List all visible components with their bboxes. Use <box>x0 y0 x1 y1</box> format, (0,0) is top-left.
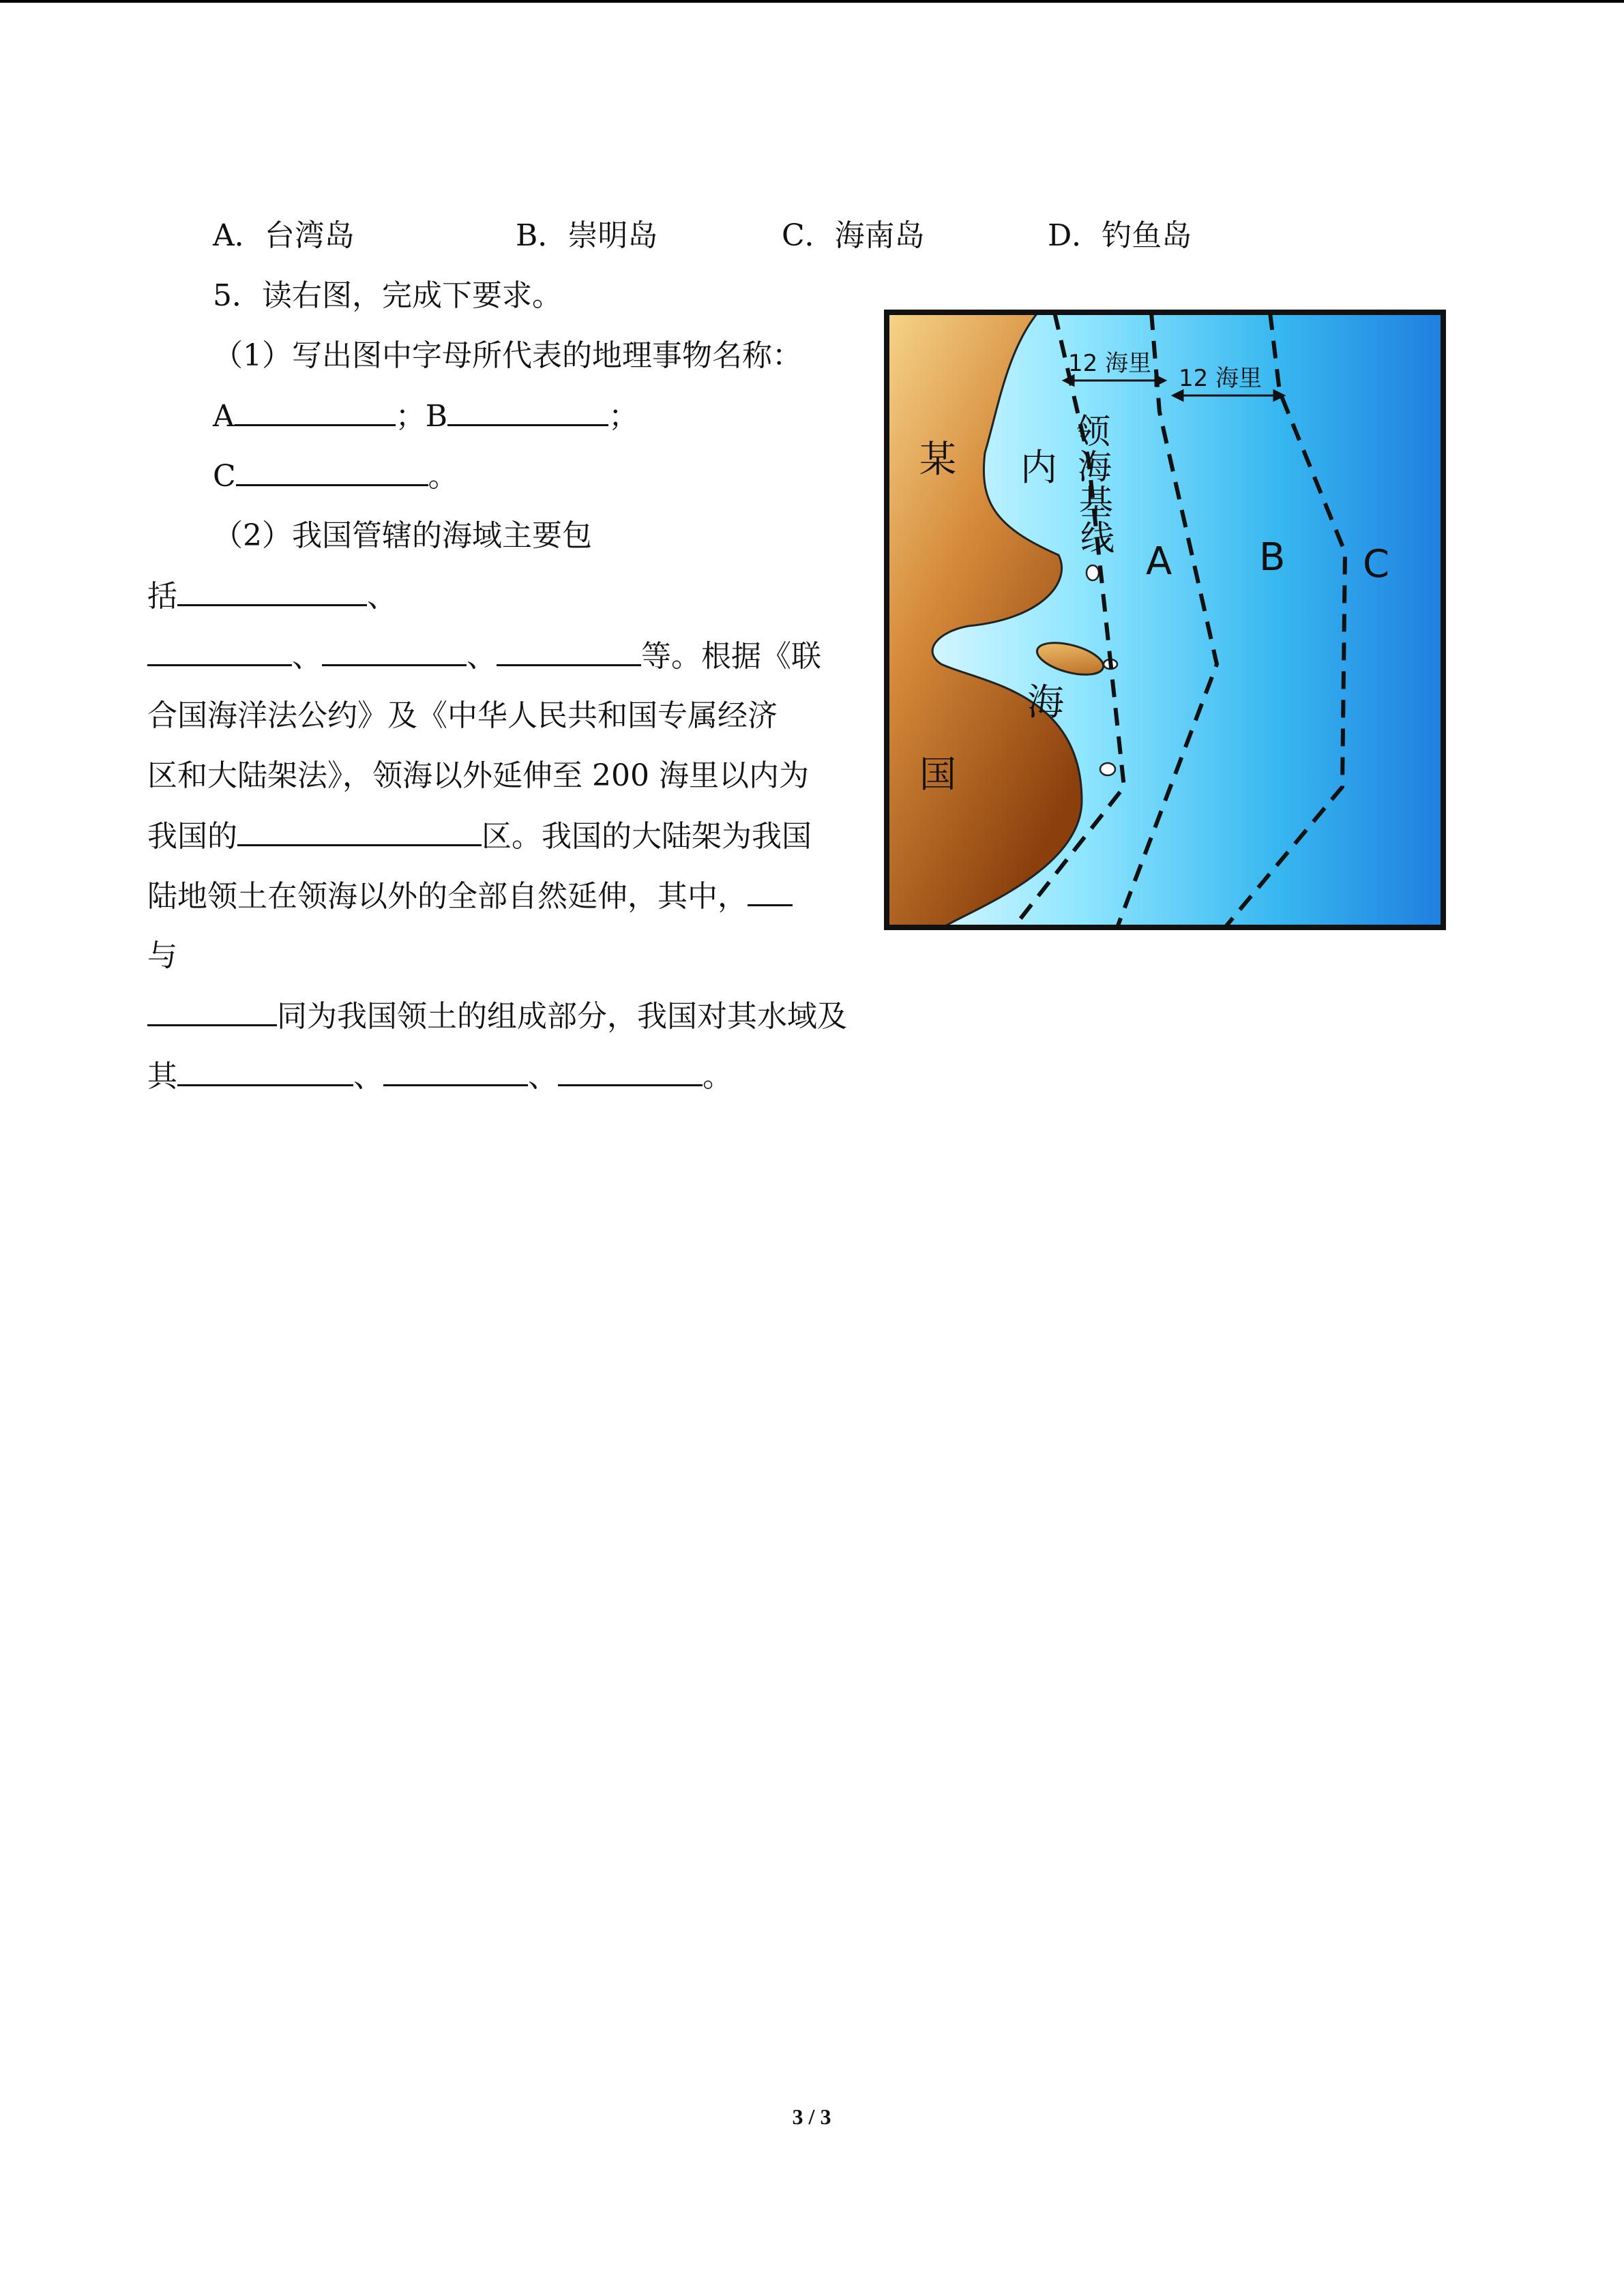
answer-blank-a[interactable] <box>235 396 396 426</box>
text: 括 <box>147 579 177 614</box>
land-label-1: 某 <box>919 438 956 481</box>
question-5-part2-line9 <box>147 996 847 1037</box>
question-5-part2-line5: 区和大陆架法》，领海以外延伸至 200 海里以内为 <box>147 758 809 793</box>
text: 同为我国领土的组成部分，我国对其水域及 <box>277 999 847 1034</box>
option-a: A．台湾岛 <box>213 218 355 253</box>
option-b: B．崇明岛 <box>516 218 658 253</box>
question-5-part2-line10 <box>147 1056 733 1097</box>
answer-blank-waters-1[interactable] <box>177 576 367 606</box>
separator: 、 <box>292 639 322 674</box>
answer-blank-waters-4[interactable] <box>497 636 641 666</box>
distance-label-2: 12 海里 <box>1179 365 1263 392</box>
page-number: 3 / 3 <box>792 2104 831 2129</box>
zone-label-a: A <box>1146 539 1172 584</box>
baseline-label-4: 线 <box>1080 518 1114 558</box>
page-top-rule <box>0 0 1624 3</box>
question-5-part2-line3 <box>147 636 821 677</box>
answer-blank-zone[interactable] <box>237 816 482 846</box>
question-5-part2-line1: （2）我国管辖的海域主要包 <box>213 518 592 553</box>
option-d: D．钓鱼岛 <box>1048 218 1192 253</box>
inner-sea-label-2: 海 <box>1027 681 1064 724</box>
period: 。 <box>703 1059 733 1094</box>
answer-blank-c[interactable] <box>236 456 428 486</box>
question-5-part1-c <box>213 456 458 497</box>
island-small-3 <box>1100 763 1115 775</box>
separator: 、 <box>528 1059 558 1094</box>
question-5-part2-line6 <box>147 816 812 857</box>
question-5-part2-line2 <box>147 576 397 617</box>
question-5-part2-line8: 与 <box>147 938 177 973</box>
text: 区。我国的大陆架为我国 <box>482 819 812 854</box>
label-c: C <box>213 459 236 494</box>
option-c: C．海南岛 <box>782 218 925 253</box>
text: 其 <box>147 1059 177 1094</box>
question-5-part2-line7 <box>147 876 793 917</box>
maritime-zones-map <box>884 310 1446 930</box>
baseline-label-2: 海 <box>1078 447 1112 487</box>
answer-blank-b[interactable] <box>447 396 608 426</box>
answer-blank-territory-2[interactable] <box>147 996 277 1026</box>
answer-blank-waters-3[interactable] <box>322 636 467 666</box>
text: 我国的 <box>147 819 237 854</box>
separator: 、 <box>367 579 397 614</box>
period: 。 <box>428 459 458 494</box>
answer-blank-rights-1[interactable] <box>177 1056 353 1086</box>
question-5-part1-title: （1）写出图中字母所代表的地理事物名称： <box>213 338 802 373</box>
baseline-label-1: 领 <box>1076 412 1110 451</box>
baseline-label-3: 基 <box>1079 483 1113 522</box>
zone-label-c: C <box>1363 542 1390 586</box>
answer-blank-territory-1[interactable] <box>748 876 793 906</box>
question-5-title: 5．读右图，完成下要求。 <box>213 278 562 313</box>
label-b: ；B <box>395 399 448 434</box>
separator: 、 <box>467 639 497 674</box>
land-label-2: 国 <box>919 753 956 796</box>
island-small-2 <box>1087 565 1099 580</box>
text: 等。根据《联 <box>641 639 821 674</box>
question-5-part2-line4: 合国海洋法公约》及《中华人民共和国专属经济 <box>147 698 778 733</box>
question-5-part1-ab <box>213 396 638 437</box>
separator: ； <box>608 399 639 434</box>
text: 陆地领土在领海以外的全部自然延伸，其中， <box>147 879 748 914</box>
inner-sea-label-1: 内 <box>1020 446 1057 489</box>
distance-label-1: 12 海里 <box>1068 350 1152 377</box>
separator: 、 <box>353 1059 383 1094</box>
answer-blank-waters-2[interactable] <box>147 636 292 666</box>
answer-blank-rights-3[interactable] <box>558 1056 703 1086</box>
label-a: A <box>213 399 235 434</box>
answer-blank-rights-2[interactable] <box>383 1056 528 1086</box>
zone-label-b: B <box>1259 535 1286 580</box>
